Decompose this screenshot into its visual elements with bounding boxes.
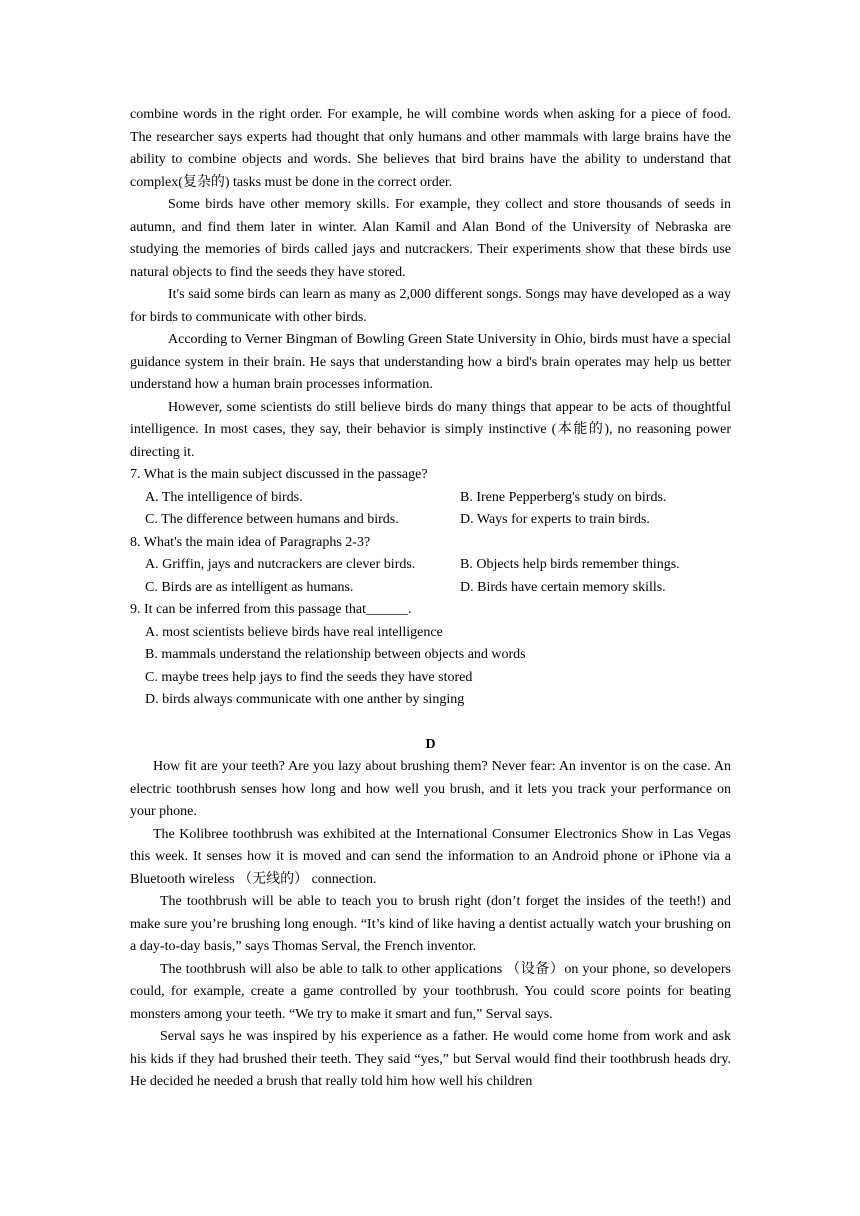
document-page [130, 104, 731, 1094]
question-8-options-row-2 [130, 577, 731, 600]
passage-d-paragraph-5: Serval says he was inspired by his experience as a father. He would come home from work and ask his kids if they had brushed their teeth. They said “yes,” but Serval would find their toothbrush heads dry. He decided he needed a brush that really told him how well his children [130, 1029, 731, 1089]
passage-c-paragraph-3: It's said some birds can learn as many as 2,000 different songs. Songs may have developed as a way for birds to communicate with other birds. [130, 287, 731, 325]
question-9-option-b: B. mammals understand the relationship between objects and words [145, 647, 526, 662]
question-9-option-d: D. birds always communicate with one anther by singing [145, 692, 465, 707]
passage-c-paragraph-4: According to Verner Bingman of Bowling Green State University in Ohio, birds must have a special guidance system in their brain. He says that understanding how a bird's brain operates may help us better understand how a human brain processes information. [130, 332, 731, 392]
passage-c-paragraph-2: Some birds have other memory skills. For example, they collect and store thousands of seeds in autumn, and find them later in winter. Alan Kamil and Alan Bond of the University of Nebraska are studying the memories of birds called jays and nutcrackers. Their experiments show that these birds use natural objects to find the seeds they have stored. [130, 197, 731, 280]
question-7-options-row-2 [130, 509, 731, 532]
passage-d-paragraph-4: The toothbrush will also be able to talk to other applications （设备）on your phone, so developers could, for example, create a game controlled by your toothbrush. You could score points for beating monsters among your teeth. “We try to make it smart and fun,” Serval says. [130, 961, 731, 1022]
passage-d-title: D [425, 736, 436, 752]
question-7-options-row-1 [130, 487, 731, 510]
question-9-option-c: C. maybe trees help jays to find the seeds they have stored [145, 669, 473, 685]
passage-c-paragraph-1: combine words in the right order. For example, he will combine words when asking for a piece of food. The researcher says experts had thought that only humans and other mammals with large brains have the ability to combine objects and words. She believes that bird brains have the ability to understand that complex(复杂的) tasks must be done in the correct order. [130, 107, 731, 190]
question-7-option-c: C. The difference between humans and birds. [145, 512, 399, 527]
passage-d [130, 734, 731, 1094]
passage-d-paragraph-2: The Kolibree toothbrush was exhibited at the International Consumer Electronics Show in Las Vegas this week. It senses how it is moved and can send the information to an Android phone or iPhone via a Bluetooth wireless （无线的） connection. [130, 826, 731, 887]
question-7-option-b: B. Irene Pepperberg's study on birds. [460, 489, 667, 505]
question-8-option-d: D. Birds have certain memory skills. [460, 579, 666, 595]
question-8-option-a: A. Griffin, jays and nutcrackers are clever birds. [145, 557, 416, 572]
question-9-option-a: A. most scientists believe birds have real intelligence [145, 624, 443, 640]
passage-c-paragraph-5: However, some scientists do still believe birds do many things that appear to be acts of thoughtful intelligence. In most cases, they say, their behavior is simply instinctive (本能的), no reasoning power directing it. [130, 399, 731, 460]
question-8 [130, 532, 731, 600]
question-8-option-c: C. Birds are as intelligent as humans. [145, 579, 354, 595]
passage-d-paragraph-1: How fit are your teeth? Are you lazy about brushing them? Never fear: An inventor is on the case. An electric toothbrush senses how long and how well you brush, and it lets you track your performance on your phone. [130, 759, 731, 819]
question-8-option-b: B. Objects help birds remember things. [460, 557, 680, 572]
passage-d-paragraph-3: The toothbrush will be able to teach you to brush right (don’t forget the insides of the teeth!) and make sure you’re brushing long enough. “It’s kind of like having a dentist actually watch your brushing on a day-to-day basis,” says Thomas Serval, the French inventor. [130, 894, 731, 954]
passage-c [130, 104, 731, 464]
question-7-option-a: A. The intelligence of birds. [145, 489, 303, 505]
question-7-option-d: D. Ways for experts to train birds. [460, 512, 650, 527]
question-7 [130, 464, 731, 532]
question-8-text: 8. What's the main idea of Paragraphs 2-3? [130, 534, 371, 550]
question-8-options-row-1 [130, 554, 731, 577]
question-9-text: 9. It can be inferred from this passage that______. [130, 602, 412, 617]
question-7-text: 7. What is the main subject discussed in the passage? [130, 467, 428, 482]
question-9 [130, 599, 731, 712]
